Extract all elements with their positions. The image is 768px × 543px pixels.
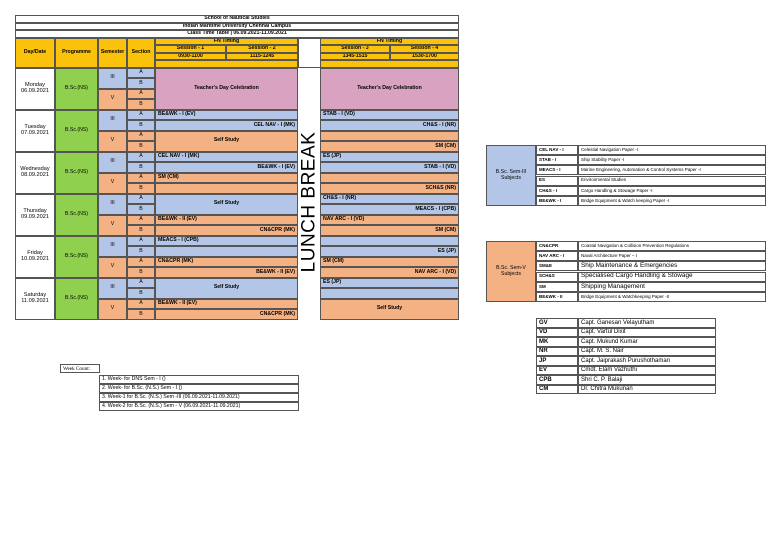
schedule-cell: CEL NAV - I (MK) — [155, 152, 298, 163]
week-count-list — [99, 375, 299, 411]
schedule-cell: NAV ARC - I (VD) — [320, 267, 459, 278]
semester-v: V — [98, 131, 127, 152]
header-fn-timing: FN Timing — [155, 38, 298, 46]
legend-code: SM — [536, 282, 578, 292]
section-cell: B — [127, 309, 155, 320]
legend-name: Bridge Equipment & Watch keeping Paper -I — [578, 196, 766, 206]
header-blank — [155, 60, 298, 68]
legend-code: NAV ARC - I — [536, 251, 578, 261]
schedule-cell: STAB - I (VD) — [320, 110, 459, 121]
schedule-cell — [155, 183, 298, 194]
semester-v: V — [98, 215, 127, 236]
day-cell — [15, 236, 55, 278]
sem5-subjects-legend — [486, 241, 766, 302]
legend-code: SCH&S — [536, 272, 578, 282]
schedule-cell: Self Study — [155, 278, 298, 299]
programme-cell: B.Sc.(NS) — [55, 236, 98, 278]
legend-name: Marine Engineering, Automation & Control Systems Paper -I — [578, 165, 766, 175]
day-date: 06.09.2021 — [21, 87, 49, 94]
semester-v: V — [98, 89, 127, 110]
legend-name: Ship Stability Paper -I — [578, 155, 766, 165]
legend-code: BE&WK - I — [536, 196, 578, 206]
schedule-cell: BE&WK - I (EV) — [155, 110, 298, 121]
header-day-date: Day/Date — [15, 38, 55, 68]
legend-name: Dr. Chitra Mukunan — [578, 385, 716, 395]
schedule-cell: Self Study — [155, 131, 298, 152]
day-name: Thursday — [23, 207, 47, 214]
section-cell: A — [127, 278, 155, 289]
schedule-cell: CEL NAV - I (MK) — [155, 120, 298, 131]
header-session-3: Session - 3 — [320, 45, 390, 53]
week-count-item: 4. Week-2 for B.Sc. (N.S.) Sem - V (06.09.2021-11.09.2021) — [99, 402, 299, 411]
day-name: Tuesday — [24, 123, 46, 130]
legend-code: ES — [536, 176, 578, 186]
section-cell: A — [127, 131, 155, 142]
schedule-cell: STAB - I (VD) — [320, 162, 459, 173]
header-time-3: 1345-1515 — [320, 53, 390, 61]
schedule-cell: CN&CPR (MK) — [155, 257, 298, 268]
legend-code: CN&CPR — [536, 241, 578, 251]
schedule-cell — [320, 288, 459, 299]
day-cell — [15, 152, 55, 194]
schedule-cell: CN&CPR (MK) — [155, 225, 298, 236]
legend-name: Bridge Equipment & Watchkeeping Paper -II — [578, 292, 766, 302]
legend-name: Shri C. P. Balaji — [578, 375, 716, 385]
header-time-4: 1530-1700 — [390, 53, 459, 61]
schedule-cell: BE&WK - II (EV) — [155, 267, 298, 278]
sem3-subjects-legend — [486, 145, 766, 206]
sem3-label: B.Sc. Sem-III Subjects — [486, 145, 536, 206]
sem5-label: B.Sc. Sem-V Subjects — [486, 241, 536, 302]
section-cell: A — [127, 89, 155, 100]
schedule-cell: BE&WK - II (EV) — [155, 299, 298, 310]
section-cell: B — [127, 120, 155, 131]
section-cell: B — [127, 78, 155, 89]
schedule-cell: NAV ARC - I (VD) — [320, 215, 459, 226]
semester-iii: III — [98, 278, 127, 299]
programme-cell: B.Sc.(NS) — [55, 278, 98, 320]
semester-iii: III — [98, 68, 127, 89]
section-cell: B — [127, 204, 155, 215]
semester-iii: III — [98, 152, 127, 173]
schedule-cell: SM (CM) — [320, 257, 459, 268]
week-count-item: 1. Week- for DNS Sem - I () — [99, 375, 299, 384]
header-programme: Programme — [55, 38, 98, 68]
schedule-cell: ES (JP) — [320, 278, 459, 289]
legend-name: Cmdt. Elam Vazhuthi — [578, 366, 716, 376]
legend-code: JP — [536, 356, 578, 366]
legend-code: NR — [536, 347, 578, 357]
header-semester: Semester — [98, 38, 127, 68]
schedule-cell — [320, 173, 459, 184]
schedule-cell: Teacher's Day Celebration — [320, 68, 459, 110]
section-cell: A — [127, 236, 155, 247]
legend-name: Capt. Mukund Kumar — [578, 337, 716, 347]
header-session-4: Session - 4 — [390, 45, 459, 53]
header-fn-timing-2: FN Timing — [320, 38, 459, 46]
legend-code: CM — [536, 385, 578, 395]
schedule-cell: Self Study — [155, 194, 298, 215]
legend-name: Celestial Navigation Paper -I — [578, 145, 766, 155]
legend-name: Capt. M. S. Nair — [578, 347, 716, 357]
legend-name: Specialised Cargo Handling & Stowage — [578, 272, 766, 282]
legend-name: Cargo Handling & Stowage Paper -I — [578, 186, 766, 196]
programme-cell: B.Sc.(NS) — [55, 68, 98, 110]
schedule-cell — [320, 131, 459, 142]
semester-v: V — [98, 173, 127, 194]
legend-code: MK — [536, 337, 578, 347]
header-blank-2 — [320, 60, 459, 68]
legend-name: Coastal Navigation & Collision Prevention Regulations — [578, 241, 766, 251]
day-name: Wednesday — [20, 165, 50, 172]
section-cell: B — [127, 183, 155, 194]
header-lunch-gap — [298, 38, 321, 68]
legend-code: GV — [536, 318, 578, 328]
schedule-cell: CH&S - I (NR) — [320, 194, 459, 205]
legend-code: MEACS - I — [536, 165, 578, 175]
header-section: Section — [127, 38, 155, 68]
section-cell: A — [127, 152, 155, 163]
legend-name: Capt. Jaiprakash Purushothaman — [578, 356, 716, 366]
schedule-cell: SM (CM) — [320, 225, 459, 236]
schedule-cell: CH&S - I (NR) — [320, 120, 459, 131]
section-cell: B — [127, 288, 155, 299]
schedule-cell: MEACS - I (CPB) — [155, 236, 298, 247]
semester-iii: III — [98, 194, 127, 215]
schedule-cell — [320, 236, 459, 247]
day-name: Monday — [25, 81, 45, 88]
legend-name: Capt. Vartul Dixit — [578, 328, 716, 338]
day-date: 10.09.2021 — [21, 255, 49, 262]
legend-name: Ship Maintenance & Emergencies — [578, 261, 766, 271]
legend-name: Environmental Studies — [578, 176, 766, 186]
section-cell: B — [127, 246, 155, 257]
section-cell: B — [127, 99, 155, 110]
schedule-cell: SM (CM) — [155, 173, 298, 184]
week-count-label: Week Count: — [60, 364, 100, 373]
schedule-cell: ES (JP) — [320, 246, 459, 257]
week-count-item: 2. Week- for B.Sc. (N.S.) Sem - I () — [99, 384, 299, 393]
legend-code: BE&WK - II — [536, 292, 578, 302]
lunch-break-label: LUNCH BREAK — [298, 131, 320, 273]
day-date: 07.09.2021 — [21, 129, 49, 136]
legend-name: Naval Architecture Paper – I — [578, 251, 766, 261]
section-cell: A — [127, 173, 155, 184]
title-timetable: Class Time Table | 06.09.2021-11.09.2021 — [15, 30, 459, 38]
legend-code: CEL NAV - I — [536, 145, 578, 155]
semester-v: V — [98, 299, 127, 320]
section-cell: B — [127, 162, 155, 173]
day-cell — [15, 110, 55, 152]
schedule-cell: MEACS - I (CPB) — [320, 204, 459, 215]
day-name: Saturday — [23, 291, 47, 298]
programme-cell: B.Sc.(NS) — [55, 110, 98, 152]
section-cell: A — [127, 194, 155, 205]
title-campus: Indian Maritime University Chennai Campus — [15, 23, 459, 31]
legend-name: Shipping Management — [578, 282, 766, 292]
day-name: Friday — [27, 249, 43, 256]
section-cell: A — [127, 110, 155, 121]
schedule-cell: BE&WK - I (EV) — [155, 162, 298, 173]
legend-code: CPB — [536, 375, 578, 385]
section-cell: A — [127, 215, 155, 226]
schedule-cell: SCH&S (NR) — [320, 183, 459, 194]
schedule-cell: CN&CPR (MK) — [155, 309, 298, 320]
legend-code: SM&E — [536, 261, 578, 271]
day-cell — [15, 68, 55, 110]
day-cell — [15, 194, 55, 236]
schedule-cell: ES (JP) — [320, 152, 459, 163]
section-cell: B — [127, 141, 155, 152]
header-time-1: 0930-1100 — [155, 53, 226, 61]
lunch-break — [298, 67, 321, 337]
day-date: 11.09.2021 — [21, 297, 49, 304]
schedule-cell: BE&WK - II (EV) — [155, 215, 298, 226]
legend-code: EV — [536, 366, 578, 376]
semester-iii: III — [98, 236, 127, 257]
schedule-cell — [155, 246, 298, 257]
section-cell: B — [127, 225, 155, 236]
schedule-cell: Self Study — [320, 299, 459, 320]
faculty-legend — [536, 318, 716, 394]
day-cell — [15, 278, 55, 320]
day-date: 08.09.2021 — [21, 171, 49, 178]
programme-cell: B.Sc.(NS) — [55, 194, 98, 236]
legend-code: VD — [536, 328, 578, 338]
schedule-cell: SM (CM) — [320, 141, 459, 152]
title-school: School of Nautical Studies — [15, 15, 459, 23]
legend-name: Capt. Ganesan Velayutham — [578, 318, 716, 328]
legend-code: STAB - I — [536, 155, 578, 165]
semester-iii: III — [98, 110, 127, 131]
legend-code: CH&S - I — [536, 186, 578, 196]
day-date: 09.09.2021 — [21, 213, 49, 220]
section-cell: A — [127, 68, 155, 79]
semester-v: V — [98, 257, 127, 278]
schedule-cell: Teacher's Day Celebration — [155, 68, 298, 110]
header-time-2: 1115-1245 — [226, 53, 298, 61]
programme-cell: B.Sc.(NS) — [55, 152, 98, 194]
week-count-item: 3. Week-1 for B.Sc. (N.S.) Sem -III (06.09.2021-11.09.2021) — [99, 393, 299, 402]
section-cell: B — [127, 267, 155, 278]
section-cell: A — [127, 257, 155, 268]
header-session-1: Session - 1 — [155, 45, 226, 53]
section-cell: A — [127, 299, 155, 310]
header-session-2: Session - 2 — [226, 45, 298, 53]
